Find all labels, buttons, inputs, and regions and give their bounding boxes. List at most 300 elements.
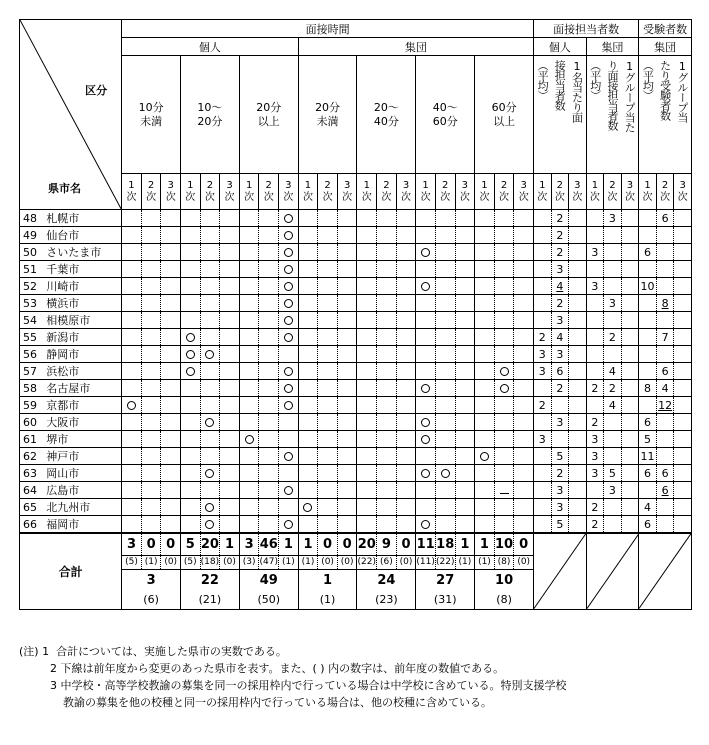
time-col-header: 60分 以上	[475, 56, 534, 174]
value-cell	[639, 227, 657, 244]
mark-cell	[357, 414, 377, 431]
mark-cell	[122, 380, 142, 397]
mark-cell	[514, 499, 534, 516]
mark-cell	[259, 278, 279, 295]
stage-label: 3 次	[337, 174, 357, 210]
value-cell	[621, 397, 639, 414]
mark-cell	[435, 210, 455, 227]
mark-cell	[514, 329, 534, 346]
mark-cell	[494, 261, 514, 278]
value-cell	[639, 329, 657, 346]
mark-cell	[455, 363, 475, 380]
mark-cell	[279, 482, 299, 499]
prefecture-name: 広島市	[44, 482, 121, 499]
mark-cell	[181, 295, 201, 312]
total-stage-count: 0	[318, 533, 338, 555]
value-cell	[604, 278, 622, 295]
value-cell	[604, 261, 622, 278]
mark-cell	[337, 329, 357, 346]
mark-cell	[220, 329, 240, 346]
mark-cell	[161, 431, 181, 448]
mark-cell	[337, 516, 357, 534]
mark-cell	[161, 227, 181, 244]
interviewer-individual-header: 個人	[534, 38, 587, 56]
total-col: 27	[416, 569, 475, 591]
prefecture-name: 京都市	[44, 397, 121, 414]
value-cell	[534, 227, 552, 244]
mark-cell	[259, 482, 279, 499]
value-cell: 6	[639, 465, 657, 482]
mark-cell	[396, 414, 416, 431]
mark-cell	[239, 499, 259, 516]
mark-cell	[181, 482, 201, 499]
stage-label: 2 次	[604, 174, 622, 210]
mark-cell	[416, 448, 436, 465]
value-cell	[674, 516, 692, 534]
mark-cell	[337, 210, 357, 227]
value-cell	[569, 346, 587, 363]
value-cell: 11	[640, 449, 655, 463]
value-cell: 5	[551, 516, 569, 534]
value-cell: 4	[551, 329, 569, 346]
value-cell: 4	[639, 499, 657, 516]
total-col-prev: (8)	[475, 591, 534, 609]
mark-cell	[318, 414, 338, 431]
mark-cell	[259, 346, 279, 363]
value-cell: 3	[551, 499, 569, 516]
mark-cell	[318, 346, 338, 363]
mark-cell	[455, 261, 475, 278]
mark-cell	[514, 465, 534, 482]
mark-cell	[357, 210, 377, 227]
value-cell	[674, 448, 692, 465]
mark-cell	[279, 278, 299, 295]
value-cell	[604, 244, 622, 261]
value-cell	[639, 346, 657, 363]
mark-cell	[435, 261, 455, 278]
mark-cell	[377, 448, 397, 465]
mark-cell	[435, 278, 455, 295]
mark-cell	[141, 363, 161, 380]
mark-cell	[220, 414, 240, 431]
mark-cell	[377, 261, 397, 278]
circle-mark-icon	[205, 350, 214, 359]
mark-cell	[377, 414, 397, 431]
mark-cell	[416, 499, 436, 516]
table-row	[20, 261, 692, 278]
value-cell	[674, 346, 692, 363]
mark-cell	[357, 516, 377, 534]
mark-cell	[396, 380, 416, 397]
table-row	[20, 380, 692, 397]
mark-cell	[141, 278, 161, 295]
vertical-label-text: 1グループ当	[675, 60, 689, 122]
value-cell	[534, 244, 552, 261]
mark-cell	[455, 346, 475, 363]
prefecture-name: 千葉市	[44, 261, 121, 278]
value-cell	[586, 227, 604, 244]
circle-mark-icon	[205, 418, 214, 427]
value-cell	[674, 465, 692, 482]
total-stage-count: 3	[122, 533, 142, 555]
value-cell	[674, 295, 692, 312]
mark-cell	[318, 329, 338, 346]
mark-cell	[161, 448, 181, 465]
circle-mark-icon	[284, 520, 293, 529]
value-cell: 3	[551, 346, 569, 363]
mark-cell	[435, 414, 455, 431]
value-cell: 2	[604, 329, 622, 346]
row-number: 48	[20, 210, 45, 227]
prefecture-name: 仙台市	[44, 227, 121, 244]
value-cell	[534, 210, 552, 227]
mark-cell	[514, 414, 534, 431]
mark-cell	[279, 414, 299, 431]
row-number: 49	[20, 227, 45, 244]
value-cell	[656, 346, 674, 363]
mark-cell	[122, 210, 142, 227]
mark-cell	[239, 380, 259, 397]
mark-cell	[200, 312, 220, 329]
mark-cell	[377, 465, 397, 482]
mark-cell	[396, 363, 416, 380]
stage-label: 1 次	[122, 174, 142, 210]
mark-cell	[161, 312, 181, 329]
value-cell	[604, 312, 622, 329]
stage-label: 3 次	[455, 174, 475, 210]
prefecture-name: 新潟市	[44, 329, 121, 346]
mark-cell	[416, 227, 436, 244]
value-cell: 2	[586, 499, 604, 516]
value-cell: 2	[586, 516, 604, 534]
value-cell: 2	[586, 414, 604, 431]
circle-mark-icon	[421, 384, 430, 393]
mark-cell	[200, 414, 220, 431]
mark-cell	[435, 448, 455, 465]
total-stage-count: 1	[279, 533, 299, 555]
mark-cell	[514, 448, 534, 465]
total-stage-prev: (0)	[396, 555, 416, 569]
circle-mark-icon	[127, 401, 136, 410]
mark-cell	[122, 397, 142, 414]
mark-cell	[337, 499, 357, 516]
mark-cell	[318, 448, 338, 465]
mark-cell	[122, 482, 142, 499]
time-col-header: 10〜 20分	[181, 56, 240, 174]
stage-label: 1 次	[639, 174, 657, 210]
mark-cell	[259, 244, 279, 261]
mark-cell	[337, 482, 357, 499]
value-cell: 4	[656, 380, 674, 397]
mark-cell	[298, 261, 318, 278]
mark-cell	[279, 227, 299, 244]
mark-cell	[200, 261, 220, 278]
circle-mark-icon	[284, 248, 293, 257]
prefecture-name: 川崎市	[44, 278, 121, 295]
mark-cell	[259, 431, 279, 448]
table-row	[20, 397, 692, 414]
mark-cell	[377, 482, 397, 499]
mark-cell	[122, 448, 142, 465]
mark-cell	[122, 295, 142, 312]
mark-cell	[161, 516, 181, 534]
mark-cell	[318, 227, 338, 244]
stage-label: 2 次	[259, 174, 279, 210]
mark-cell	[377, 227, 397, 244]
mark-cell	[475, 278, 495, 295]
value-cell	[534, 312, 552, 329]
circle-mark-icon	[284, 384, 293, 393]
mark-cell	[298, 227, 318, 244]
total-stage-count: 18	[435, 533, 455, 555]
row-number: 51	[20, 261, 45, 278]
mark-cell	[396, 312, 416, 329]
value-cell	[621, 448, 639, 465]
mark-cell	[396, 465, 416, 482]
value-cell: 6	[656, 465, 674, 482]
mark-cell	[396, 482, 416, 499]
mark-cell	[337, 261, 357, 278]
mark-cell	[396, 448, 416, 465]
mark-cell	[220, 499, 240, 516]
mark-cell	[514, 312, 534, 329]
mark-cell	[239, 465, 259, 482]
row-number: 52	[20, 278, 45, 295]
mark-cell	[475, 380, 495, 397]
mark-cell	[200, 465, 220, 482]
value-cell	[604, 227, 622, 244]
mark-cell	[357, 346, 377, 363]
value-cell	[674, 414, 692, 431]
stage-label: 1 次	[475, 174, 495, 210]
total-stage-prev: (18)	[200, 557, 220, 567]
mark-cell	[416, 261, 436, 278]
mark-cell	[122, 499, 142, 516]
value-cell: 5	[639, 431, 657, 448]
mark-cell	[200, 295, 220, 312]
circle-mark-icon	[186, 367, 195, 376]
value-cell: 7	[656, 329, 674, 346]
circle-mark-icon	[441, 469, 450, 478]
value-cell: 3	[534, 363, 552, 380]
stage-label: 1 次	[586, 174, 604, 210]
circle-mark-icon	[284, 299, 293, 308]
mark-cell	[416, 482, 436, 499]
time-col-header: 10分 未満	[122, 56, 181, 174]
value-cell	[604, 346, 622, 363]
row-number: 55	[20, 329, 45, 346]
mark-cell	[122, 227, 142, 244]
mark-cell	[220, 244, 240, 261]
mark-cell	[396, 397, 416, 414]
value-cell	[639, 295, 657, 312]
row-number: 64	[20, 482, 45, 499]
mark-cell	[141, 329, 161, 346]
mark-cell	[435, 431, 455, 448]
mark-cell	[298, 465, 318, 482]
value-cell	[656, 261, 674, 278]
table-row	[20, 346, 692, 363]
total-stage-count: 1	[475, 533, 495, 555]
mark-cell	[475, 397, 495, 414]
total-col-prev: (6)	[122, 591, 181, 609]
prefecture-label: 県市名	[48, 182, 81, 195]
mark-cell	[475, 448, 495, 465]
mark-cell	[455, 482, 475, 499]
value-cell	[621, 465, 639, 482]
mark-cell	[259, 312, 279, 329]
value-cell	[569, 516, 587, 534]
mark-cell	[396, 278, 416, 295]
mark-cell	[357, 448, 377, 465]
mark-cell	[357, 380, 377, 397]
mark-cell	[435, 380, 455, 397]
mark-cell	[377, 516, 397, 534]
mark-cell	[181, 363, 201, 380]
stage-label: 3 次	[674, 174, 692, 210]
mark-cell	[161, 363, 181, 380]
value-cell	[569, 380, 587, 397]
mark-cell	[239, 210, 259, 227]
underlined-circle	[205, 518, 214, 533]
mark-cell	[200, 516, 220, 534]
total-col-prev: (50)	[239, 591, 298, 609]
mark-cell	[435, 346, 455, 363]
value-cell	[621, 312, 639, 329]
mark-cell	[200, 431, 220, 448]
value-cell: 2	[551, 465, 569, 482]
mark-cell	[494, 516, 514, 534]
mark-cell	[279, 312, 299, 329]
mark-cell	[239, 414, 259, 431]
mark-cell	[435, 363, 455, 380]
value-cell	[656, 244, 674, 261]
mark-cell	[455, 516, 475, 534]
mark-cell	[200, 363, 220, 380]
value-cell	[534, 499, 552, 516]
value-cell	[621, 516, 639, 534]
mark-cell	[279, 346, 299, 363]
mark-cell	[318, 244, 338, 261]
mark-cell	[377, 210, 397, 227]
total-stage-prev: (47)	[259, 557, 278, 567]
mark-cell	[141, 244, 161, 261]
value-cell	[621, 346, 639, 363]
mark-cell	[318, 431, 338, 448]
total-col: 24	[357, 569, 416, 591]
mark-cell	[396, 346, 416, 363]
interview-time-header: 面接時間	[122, 20, 534, 38]
mark-cell	[181, 261, 201, 278]
value-cell	[551, 431, 569, 448]
mark-cell	[220, 346, 240, 363]
mark-cell	[122, 363, 142, 380]
total-stage-prev: (0)	[514, 555, 534, 569]
mark-cell	[279, 329, 299, 346]
mark-cell	[318, 482, 338, 499]
mark-cell	[161, 278, 181, 295]
mark-cell	[377, 295, 397, 312]
mark-cell	[337, 278, 357, 295]
mark-cell	[200, 210, 220, 227]
value-cell	[656, 499, 674, 516]
mark-cell	[239, 431, 259, 448]
stage-label: 3 次	[396, 174, 416, 210]
total-stage-prev: (0)	[220, 555, 240, 569]
mark-cell	[357, 465, 377, 482]
stage-label: 3 次	[279, 174, 299, 210]
value-cell	[569, 278, 587, 295]
mark-cell	[435, 295, 455, 312]
mark-cell	[357, 244, 377, 261]
mark-cell	[259, 261, 279, 278]
vertical-label-text: （平均）	[536, 60, 550, 100]
mark-cell	[279, 363, 299, 380]
prefecture-name: 横浜市	[44, 295, 121, 312]
mark-cell	[416, 278, 436, 295]
value-cell	[621, 380, 639, 397]
mark-cell	[318, 278, 338, 295]
circle-mark-icon	[284, 316, 293, 325]
mark-cell	[514, 346, 534, 363]
mark-cell	[357, 312, 377, 329]
mark-cell	[416, 414, 436, 431]
kubun-label: 区分	[85, 84, 108, 97]
mark-cell	[298, 363, 318, 380]
mark-cell	[122, 465, 142, 482]
mark-cell	[259, 414, 279, 431]
value-cell	[674, 363, 692, 380]
mark-cell	[200, 278, 220, 295]
interviewers-header: 面接担当者数	[534, 20, 639, 38]
mark-cell	[396, 431, 416, 448]
value-cell	[639, 482, 657, 499]
value-cell	[639, 261, 657, 278]
mark-cell	[298, 244, 318, 261]
circle-mark-icon	[186, 333, 195, 342]
mark-cell	[494, 278, 514, 295]
value-cell	[604, 414, 622, 431]
mark-cell	[318, 312, 338, 329]
diagonal-empty-cell	[586, 533, 639, 609]
value-cell	[569, 329, 587, 346]
mark-cell	[259, 227, 279, 244]
stage-label: 2 次	[318, 174, 338, 210]
mark-cell	[161, 397, 181, 414]
interviewer-group-label	[586, 56, 639, 174]
value-cell	[674, 244, 692, 261]
value-cell	[569, 465, 587, 482]
value-cell: 6	[551, 363, 569, 380]
mark-cell	[435, 482, 455, 499]
mark-cell	[239, 346, 259, 363]
mark-cell	[141, 499, 161, 516]
mark-cell	[377, 499, 397, 516]
value-cell: 2	[551, 227, 569, 244]
mark-cell	[377, 312, 397, 329]
mark-cell	[161, 329, 181, 346]
interviewer-individual-label	[534, 56, 587, 174]
total-stage-prev: (0)	[337, 555, 357, 569]
mark-cell	[239, 516, 259, 534]
circle-mark-icon	[284, 265, 293, 274]
value-cell	[534, 414, 552, 431]
value-cell: 6	[639, 244, 657, 261]
mark-cell	[455, 431, 475, 448]
total-stage-prev: (1)	[455, 555, 475, 569]
row-number: 63	[20, 465, 45, 482]
stage-label: 2 次	[141, 174, 161, 210]
